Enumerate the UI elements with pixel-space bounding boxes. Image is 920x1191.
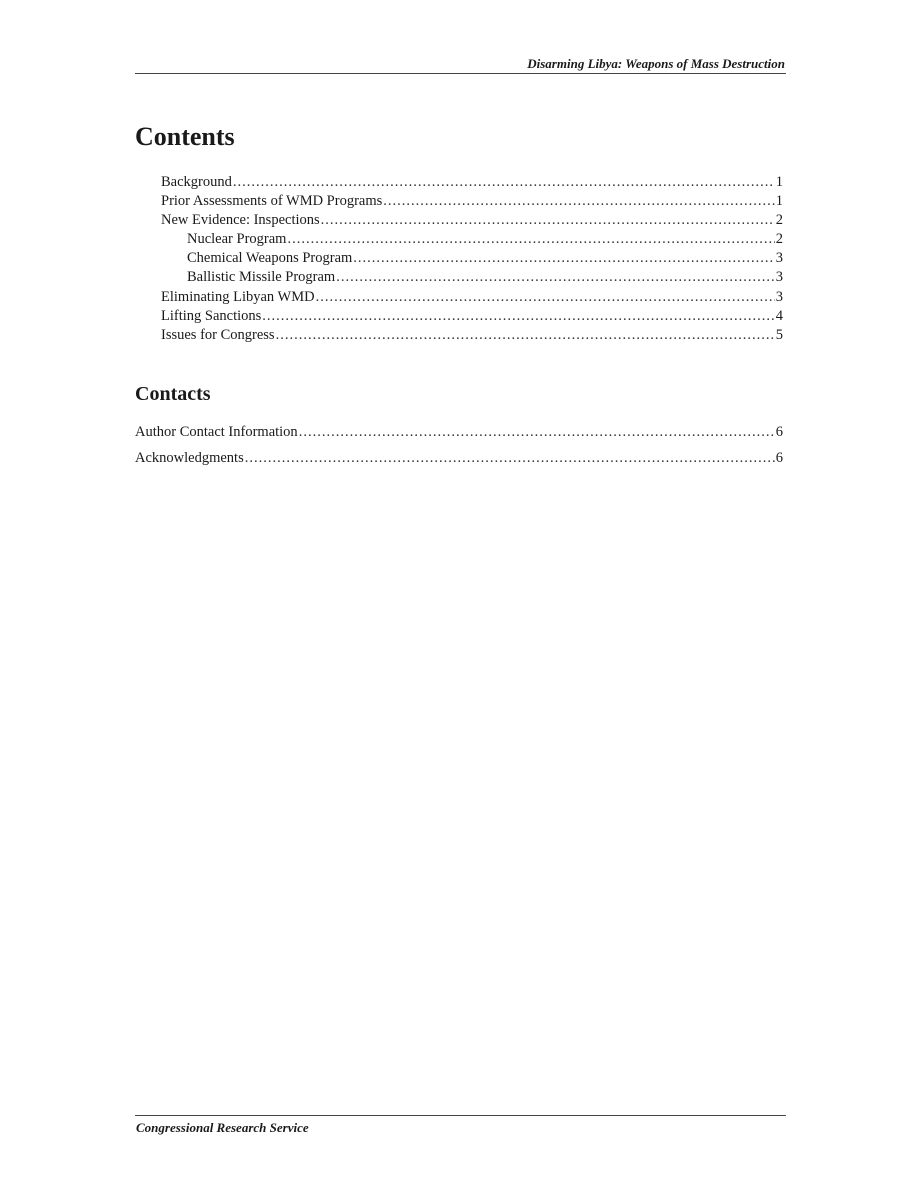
dot-leader	[383, 192, 774, 211]
toc-entry-author-contact[interactable]	[135, 423, 783, 449]
toc-entry-background[interactable]	[161, 173, 783, 192]
toc-entry-new-evidence[interactable]	[161, 211, 783, 230]
toc-entry-page: 3	[775, 250, 783, 267]
toc-entry-nuclear-program[interactable]	[161, 230, 783, 249]
contacts-list	[135, 423, 783, 475]
running-title: Disarming Libya: Weapons of Mass Destruction	[527, 56, 785, 71]
running-footer	[135, 1115, 786, 1135]
dot-leader	[287, 230, 774, 249]
toc-entry-page: 6	[775, 424, 783, 440]
dot-leader	[321, 211, 775, 230]
toc-entry-label: Nuclear Program	[187, 231, 287, 248]
toc-entry-prior-assessments[interactable]	[161, 192, 783, 211]
footer-organization: Congressional Research Service	[136, 1120, 309, 1135]
toc-entry-page: 2	[775, 212, 783, 229]
toc-entry-chemical-weapons[interactable]	[161, 249, 783, 268]
toc-entry-page: 5	[775, 326, 783, 343]
toc-entry-issues-for-congress[interactable]	[161, 326, 783, 345]
toc-entry-ballistic-missile[interactable]	[161, 268, 783, 287]
dot-leader	[233, 173, 775, 192]
toc-entry-eliminating-wmd[interactable]	[161, 288, 783, 307]
dot-leader	[276, 326, 775, 345]
dot-leader	[262, 307, 774, 326]
toc-entry-label: Eliminating Libyan WMD	[161, 288, 315, 305]
toc-entry-label: Ballistic Missile Program	[187, 269, 336, 286]
contacts-title: Contacts	[135, 383, 211, 405]
toc-entry-acknowledgments[interactable]	[135, 449, 783, 475]
running-header	[135, 55, 786, 74]
toc-entry-label: Acknowledgments	[135, 450, 244, 466]
toc-entry-label: Chemical Weapons Program	[187, 250, 353, 267]
contents-title: Contents	[135, 122, 235, 151]
toc-entry-page: 3	[775, 269, 783, 286]
toc-entry-label: Lifting Sanctions	[161, 307, 262, 324]
toc-entry-lifting-sanctions[interactable]	[161, 307, 783, 326]
toc-entry-page: 1	[775, 174, 783, 190]
toc-entry-label: Background	[161, 174, 232, 190]
toc-entry-label: Issues for Congress	[161, 326, 275, 343]
toc-entry-page: 6	[775, 450, 783, 466]
dot-leader	[245, 449, 775, 468]
toc-entry-label: Author Contact Information	[135, 424, 298, 440]
dot-leader	[336, 268, 775, 287]
toc-entry-page: 2	[775, 231, 783, 248]
dot-leader	[299, 423, 775, 442]
dot-leader	[353, 249, 774, 268]
contents-list	[161, 173, 783, 345]
toc-entry-page: 4	[775, 307, 783, 324]
toc-entry-page: 1	[775, 193, 783, 210]
toc-entry-label: Prior Assessments of WMD Programs	[161, 193, 383, 210]
dot-leader	[316, 288, 775, 307]
toc-entry-page: 3	[775, 288, 783, 305]
toc-entry-label: New Evidence: Inspections	[161, 212, 320, 229]
